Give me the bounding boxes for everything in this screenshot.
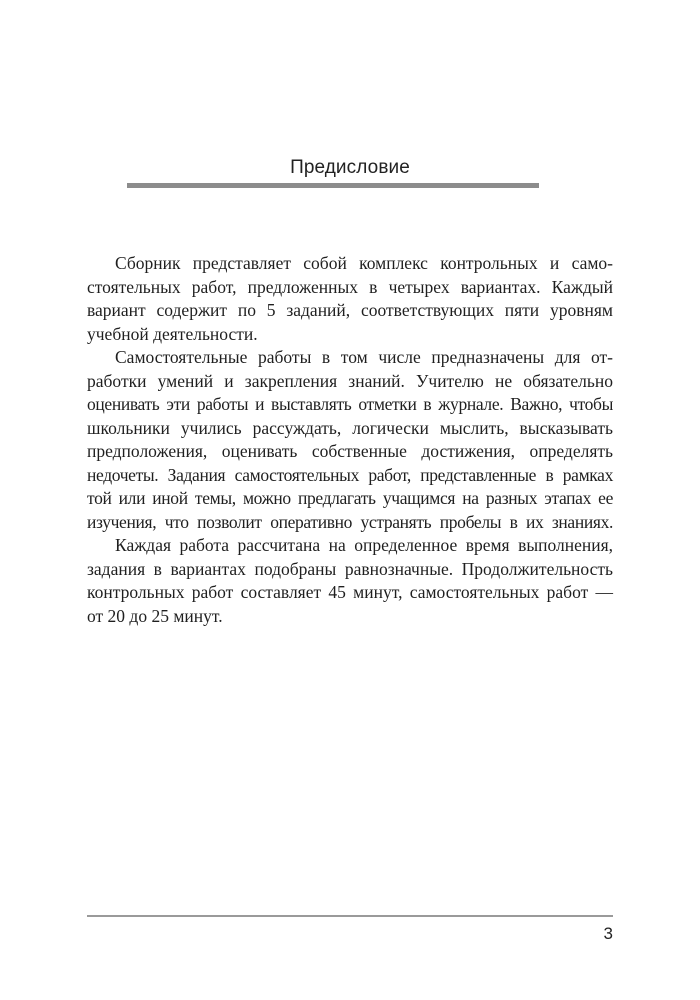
footer-rule bbox=[87, 915, 613, 917]
paragraph-2 bbox=[87, 346, 613, 534]
paragraph-1 bbox=[87, 252, 613, 346]
text-line: Сборник представляет собой комплекс контрольных и само- bbox=[115, 253, 613, 273]
text-line: вариант содержит по 5 заданий, соответствующих пяти уровням bbox=[87, 300, 613, 320]
text-line: стоятельных работ, предложенных в четырех вариантах. Каждый bbox=[87, 276, 613, 297]
title-underline bbox=[127, 183, 539, 188]
text-line: Самостоятельные работы в том числе предназначены для от- bbox=[115, 347, 613, 367]
preface-body bbox=[87, 252, 613, 628]
text-line: предположения, оценивать собственные достижения, определять bbox=[87, 441, 613, 461]
text-line: недочеты. Задания самостоятельных работ, представленные в рамках bbox=[87, 464, 613, 485]
text-line: школьники учились рассуждать, логически мыслить, высказывать bbox=[87, 417, 613, 438]
text-line: от 20 до 25 минут. bbox=[87, 605, 223, 626]
text-line: оценивать эти работы и выставлять отметки в журнале. Важно, чтобы bbox=[87, 394, 613, 414]
paragraph-3 bbox=[87, 534, 613, 628]
text-line: контрольных работ составляет 45 минут, самостоятельных работ — bbox=[87, 582, 613, 602]
text-line: задания в вариантах подобраны равнозначные. Продолжительность bbox=[87, 558, 613, 579]
text-line: работки умений и закрепления знаний. Учителю не обязательно bbox=[87, 370, 613, 391]
page-number: 3 bbox=[603, 924, 613, 943]
page-title: Предисловие bbox=[290, 157, 410, 178]
text-line: той или иной темы, можно предлагать учащимся на разных этапах ее bbox=[87, 488, 613, 508]
text-line: Каждая работа рассчитана на определенное время выполнения, bbox=[115, 535, 613, 555]
text-line: учебной деятельности. bbox=[87, 323, 258, 344]
text-line: изучения, что позволит оперативно устранять пробелы в их знаниях. bbox=[87, 511, 613, 532]
